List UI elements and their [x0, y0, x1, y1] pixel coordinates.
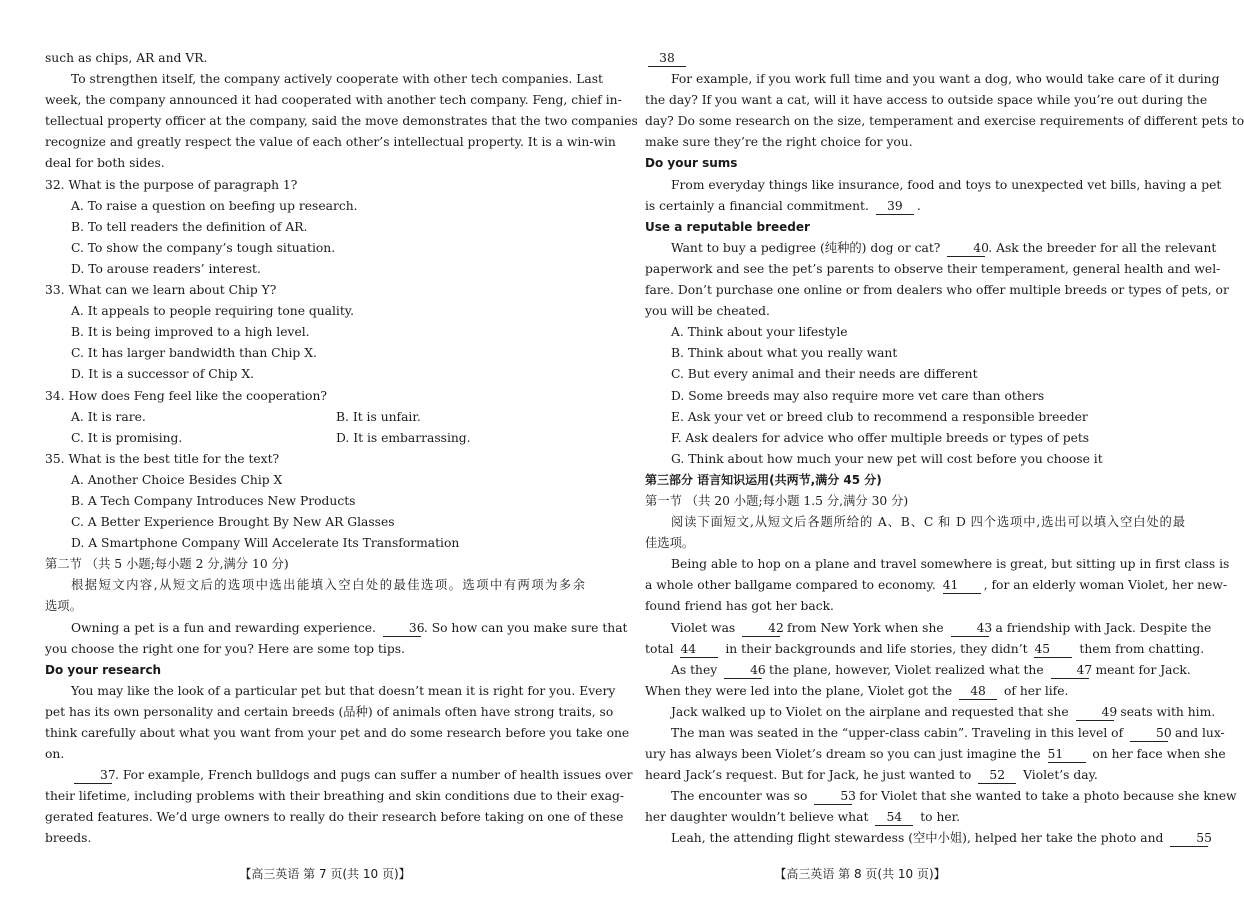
text-line [645, 596, 1185, 617]
line-text: B. A Tech Company Introduces New Products [71, 493, 356, 508]
line-text: Violet’s day. [1019, 768, 1098, 783]
line-text: Want to buy a pedigree (纯种的) dog or cat? [671, 240, 945, 255]
text-line [645, 744, 1226, 765]
text-line [645, 828, 1212, 849]
text-line [645, 618, 1212, 639]
line-text: tellectual property officer at the company, said the move demonstrates that the two companies [45, 114, 638, 129]
line-text: B. It is being improved to a high level. [71, 325, 310, 340]
text-line [45, 132, 616, 153]
text-line [45, 828, 585, 849]
answer-blank: 37 [74, 767, 112, 784]
line-text: recognize and greatly respect the value of each other’s intellectual property. It is a win-win [45, 135, 616, 150]
text-line [45, 48, 585, 69]
line-text: ury has always been Violet’s dream so you can just imagine the [645, 747, 1045, 762]
line-text: Jack walked up to Violet on the airplane and requested that she [671, 704, 1073, 719]
section-heading [645, 470, 1185, 491]
line-text: From everyday things like insurance, food and toys to unexpected vet bills, having a pet [671, 177, 1222, 192]
line-text: and lux- [1171, 726, 1225, 740]
line-text: 阅读下面短文,从短文后各题所给的 A、B、C 和 D 四个选项中,选出可以填入空白处的最 [671, 515, 1185, 530]
answer-blank: 54 [875, 809, 913, 826]
text-line [45, 280, 585, 301]
text-line [45, 807, 624, 828]
text-line [45, 786, 624, 807]
line-text: 34. How does Feng feel like the cooperation? [45, 388, 327, 403]
line-text: D. Some breeds may also require more vet care than others [671, 388, 1045, 403]
answer-blank: 48 [959, 683, 997, 700]
line-text: in their backgrounds and life stories, they didn’t [721, 641, 1032, 656]
line-text: them from chatting. [1075, 641, 1205, 656]
text-line [645, 280, 1229, 301]
line-text: their lifetime, including problems with their breathing and skin conditions due to their exag- [45, 789, 624, 804]
text-line [645, 90, 1208, 111]
answer-blank: 36 [383, 620, 421, 637]
text-line [645, 807, 1185, 828]
line-text: fare. Don’t purchase one online or from dealers who offer multiple breeds or types of pets, or [645, 283, 1229, 298]
text-line [645, 386, 1185, 407]
answer-blank: 53 [814, 788, 852, 805]
line-text: D. To arouse readers’ interest. [71, 261, 261, 276]
answer-blank: 50 [1130, 725, 1168, 742]
line-text: a friendship with Jack. Despite the [991, 620, 1212, 635]
text-line [45, 449, 585, 470]
text-line [45, 69, 603, 90]
text-line [645, 765, 1185, 786]
text-line [45, 575, 585, 596]
text-line [45, 386, 585, 407]
line-text: B. Think about what you really want [671, 346, 898, 361]
line-text: 35. What is the best title for the text? [45, 451, 280, 466]
line-text: from New York when she [783, 620, 948, 635]
line-text: . So how can you make sure that [423, 620, 628, 635]
text-line [45, 512, 585, 533]
line-text: You may like the look of a particular pet but that doesn’t mean it is right for you. Every [71, 683, 616, 698]
line-text: . Ask the breeder for all the relevant [988, 240, 1217, 255]
line-text: 第一节 （共 20 小题;每小题 1.5 分,满分 30 分) [645, 493, 909, 508]
text-line [645, 512, 1185, 533]
text-line [45, 723, 630, 744]
text-line [45, 259, 585, 280]
text-line [645, 238, 1217, 259]
line-text: for Violet that she wanted to take a photo because she knew [855, 789, 1237, 804]
text-line [645, 343, 1185, 364]
line-text: gerated features. We’d urge owners to really do their research before taking on one of these [45, 810, 624, 825]
text-line [645, 48, 1185, 69]
line-text: to her. [916, 810, 961, 825]
line-text: Leah, the attending flight stewardess (空中小姐), helped her take the photo and [671, 831, 1168, 846]
text-line [645, 364, 1185, 385]
text-line [645, 681, 1185, 702]
text-line [45, 343, 585, 364]
right-column [645, 48, 1244, 850]
text-line [645, 175, 1222, 196]
answer-blank: 42 [742, 620, 780, 637]
line-text: heard Jack’s request. But for Jack, he just wanted to [645, 768, 976, 783]
answer-blank: 39 [876, 198, 914, 215]
line-text: on. [45, 747, 65, 762]
text-line [645, 702, 1216, 723]
text-line [45, 111, 638, 132]
text-line [45, 90, 622, 111]
text-line [645, 259, 1221, 280]
text-line [645, 132, 1185, 153]
line-text: When they were led into the plane, Violet got the [645, 683, 957, 698]
line-text: For example, if you work full time and you want a dog, who would take care of it during [671, 72, 1220, 87]
line-text: 第二节 （共 5 小题;每小题 2 分,满分 10 分) [45, 557, 289, 572]
text-line [645, 639, 1205, 660]
answer-blank: 38 [648, 50, 686, 67]
line-text: 33. What can we learn about Chip Y? [45, 283, 277, 298]
line-text: deal for both sides. [45, 156, 165, 171]
text-line [45, 364, 585, 385]
line-text: D. It is a successor of Chip X. [71, 367, 255, 382]
option-text: A. It is rare. [71, 409, 146, 424]
text-line [645, 111, 1244, 132]
line-text: her daughter wouldn’t believe what [645, 810, 873, 825]
line-text: B. To tell readers the definition of AR. [71, 219, 308, 234]
line-text: 第三部分 语言知识运用(共两节,满分 45 分) [645, 472, 882, 487]
text-line [645, 407, 1185, 428]
line-text: F. Ask dealers for advice who offer multiple breeds or types of pets [671, 430, 1090, 445]
option-text: B. It is unfair. [336, 409, 421, 424]
answer-blank: 55 [1170, 830, 1208, 847]
line-text: . [916, 198, 921, 213]
line-text: To strengthen itself, the company actively cooperate with other tech companies. Last [71, 72, 603, 87]
answer-blank: 45 [1034, 641, 1072, 658]
text-line [45, 470, 585, 491]
option-pair [45, 407, 585, 428]
line-text: E. Ask your vet or breed club to recommend a responsible breeder [671, 409, 1088, 424]
line-text: day? Do some research on the size, temperament and exercise requirements of different pets to [645, 114, 1244, 129]
line-text: A. Another Choice Besides Chip X [71, 472, 283, 487]
line-text: . For example, French bulldogs and pugs can suffer a number of health issues over [115, 768, 633, 783]
text-line [45, 196, 585, 217]
line-text: Violet was [671, 620, 740, 635]
line-text: is certainly a financial commitment. [645, 198, 873, 213]
line-text: breeds. [45, 831, 92, 846]
answer-blank: 44 [680, 641, 718, 658]
section-heading [645, 153, 1185, 174]
right-page-footer: 【高三英语 第 8 页(共 10 页)】 [774, 867, 946, 881]
text-line [645, 69, 1220, 90]
answer-blank: 51 [1048, 746, 1086, 763]
answer-blank: 52 [978, 767, 1016, 784]
text-line [645, 786, 1237, 807]
left-page-footer: 【高三英语 第 7 页(共 10 页)】 [239, 867, 411, 881]
line-text: you choose the right one for you? Here are some top tips. [45, 641, 405, 656]
line-text: found friend has got her back. [645, 599, 834, 614]
text-line [645, 554, 1230, 575]
line-text: C. But every animal and their needs are different [671, 367, 978, 382]
line-text: A. Think about your lifestyle [671, 325, 848, 340]
text-line [645, 428, 1185, 449]
line-text: 32. What is the purpose of paragraph 1? [45, 177, 298, 192]
option-text: D. It is embarrassing. [336, 430, 471, 445]
answer-blank: 41 [943, 577, 981, 594]
option-pair [45, 428, 585, 449]
line-text: Owning a pet is a fun and rewarding experience. [71, 620, 380, 635]
line-text: you will be cheated. [645, 304, 770, 319]
text-line [45, 153, 585, 174]
answer-blank: 49 [1076, 704, 1114, 721]
line-text: of her life. [1000, 683, 1069, 698]
text-line [45, 533, 585, 554]
line-text: such as chips, AR and VR. [45, 51, 208, 65]
text-line [45, 765, 633, 786]
line-text: the plane, however, Violet realized what the [765, 662, 1048, 677]
text-line [45, 702, 614, 723]
text-line [645, 491, 1185, 512]
line-text: 佳选项。 [645, 536, 695, 551]
section-heading [45, 660, 585, 681]
line-text: on her face when she [1088, 747, 1226, 762]
answer-blank: 40 [947, 240, 985, 257]
text-line [645, 575, 1228, 596]
answer-blank: 43 [951, 620, 989, 637]
text-line [645, 533, 1185, 554]
text-line [45, 639, 585, 660]
line-text: Being able to hop on a plane and travel somewhere is great, but sitting up in first class is [671, 557, 1230, 572]
text-line [45, 238, 585, 259]
line-text: The encounter was so [671, 789, 812, 804]
right-page [600, 0, 1244, 907]
left-column [45, 48, 638, 850]
text-line [645, 196, 1185, 217]
line-text: C. A Better Experience Brought By New AR Glasses [71, 515, 395, 530]
text-line [45, 217, 585, 238]
line-text: a whole other ballgame compared to economy. [645, 578, 940, 593]
line-text: make sure they’re the right choice for you. [645, 135, 913, 150]
line-text: paperwork and see the pet’s parents to observe their temperament, general health and wel- [645, 261, 1221, 276]
text-line [45, 618, 628, 639]
line-text: G. Think about how much your new pet will cost before you choose it [671, 451, 1103, 466]
text-line [45, 491, 585, 512]
line-text: 选项。 [45, 599, 82, 614]
option-text: C. It is promising. [71, 430, 183, 445]
line-text: C. It has larger bandwidth than Chip X. [71, 346, 317, 361]
line-text: A. To raise a question on beefing up research. [71, 198, 358, 213]
line-text: , for an elderly woman Violet, her new- [983, 578, 1228, 593]
line-text: pet has its own personality and certain breeds (品种) of animals often have strong traits, so [45, 704, 614, 719]
text-line [645, 723, 1225, 744]
text-line [645, 322, 1185, 343]
line-text: As they [671, 662, 722, 677]
line-text: Use a reputable breeder [645, 219, 810, 234]
line-text: Do your sums [645, 156, 738, 171]
text-line [645, 301, 1185, 322]
line-text: 根据短文内容,从短文后的选项中选出能填入空白处的最佳选项。选项中有两项为多余 [71, 578, 585, 593]
text-line [45, 301, 585, 322]
line-text: think carefully about what you want from your pet and do some research before you take one [45, 726, 630, 740]
line-text: The man was seated in the “upper-class cabin”. Traveling in this level of [671, 726, 1128, 740]
text-line [45, 554, 585, 575]
text-line [45, 744, 585, 765]
line-text: the day? If you want a cat, will it have access to outside space while you’re out during the [645, 93, 1208, 108]
line-text: Do your research [45, 662, 162, 677]
section-heading [645, 217, 1185, 238]
line-text: seats with him. [1116, 704, 1216, 719]
text-line [45, 681, 616, 702]
line-text: total [645, 641, 678, 656]
line-text: D. A Smartphone Company Will Accelerate Its Transformation [71, 536, 460, 551]
text-line [645, 660, 1191, 681]
line-text: week, the company announced it had cooperated with another tech company. Feng, chief in- [45, 93, 622, 108]
line-text: C. To show the company’s tough situation. [71, 240, 336, 255]
line-text: meant for Jack. [1091, 662, 1191, 677]
answer-blank: 46 [724, 662, 762, 679]
line-text: A. It appeals to people requiring tone quality. [71, 304, 355, 319]
text-line [45, 596, 585, 617]
text-line [45, 175, 585, 196]
answer-blank: 47 [1051, 662, 1089, 679]
text-line [645, 449, 1185, 470]
text-line [45, 322, 585, 343]
